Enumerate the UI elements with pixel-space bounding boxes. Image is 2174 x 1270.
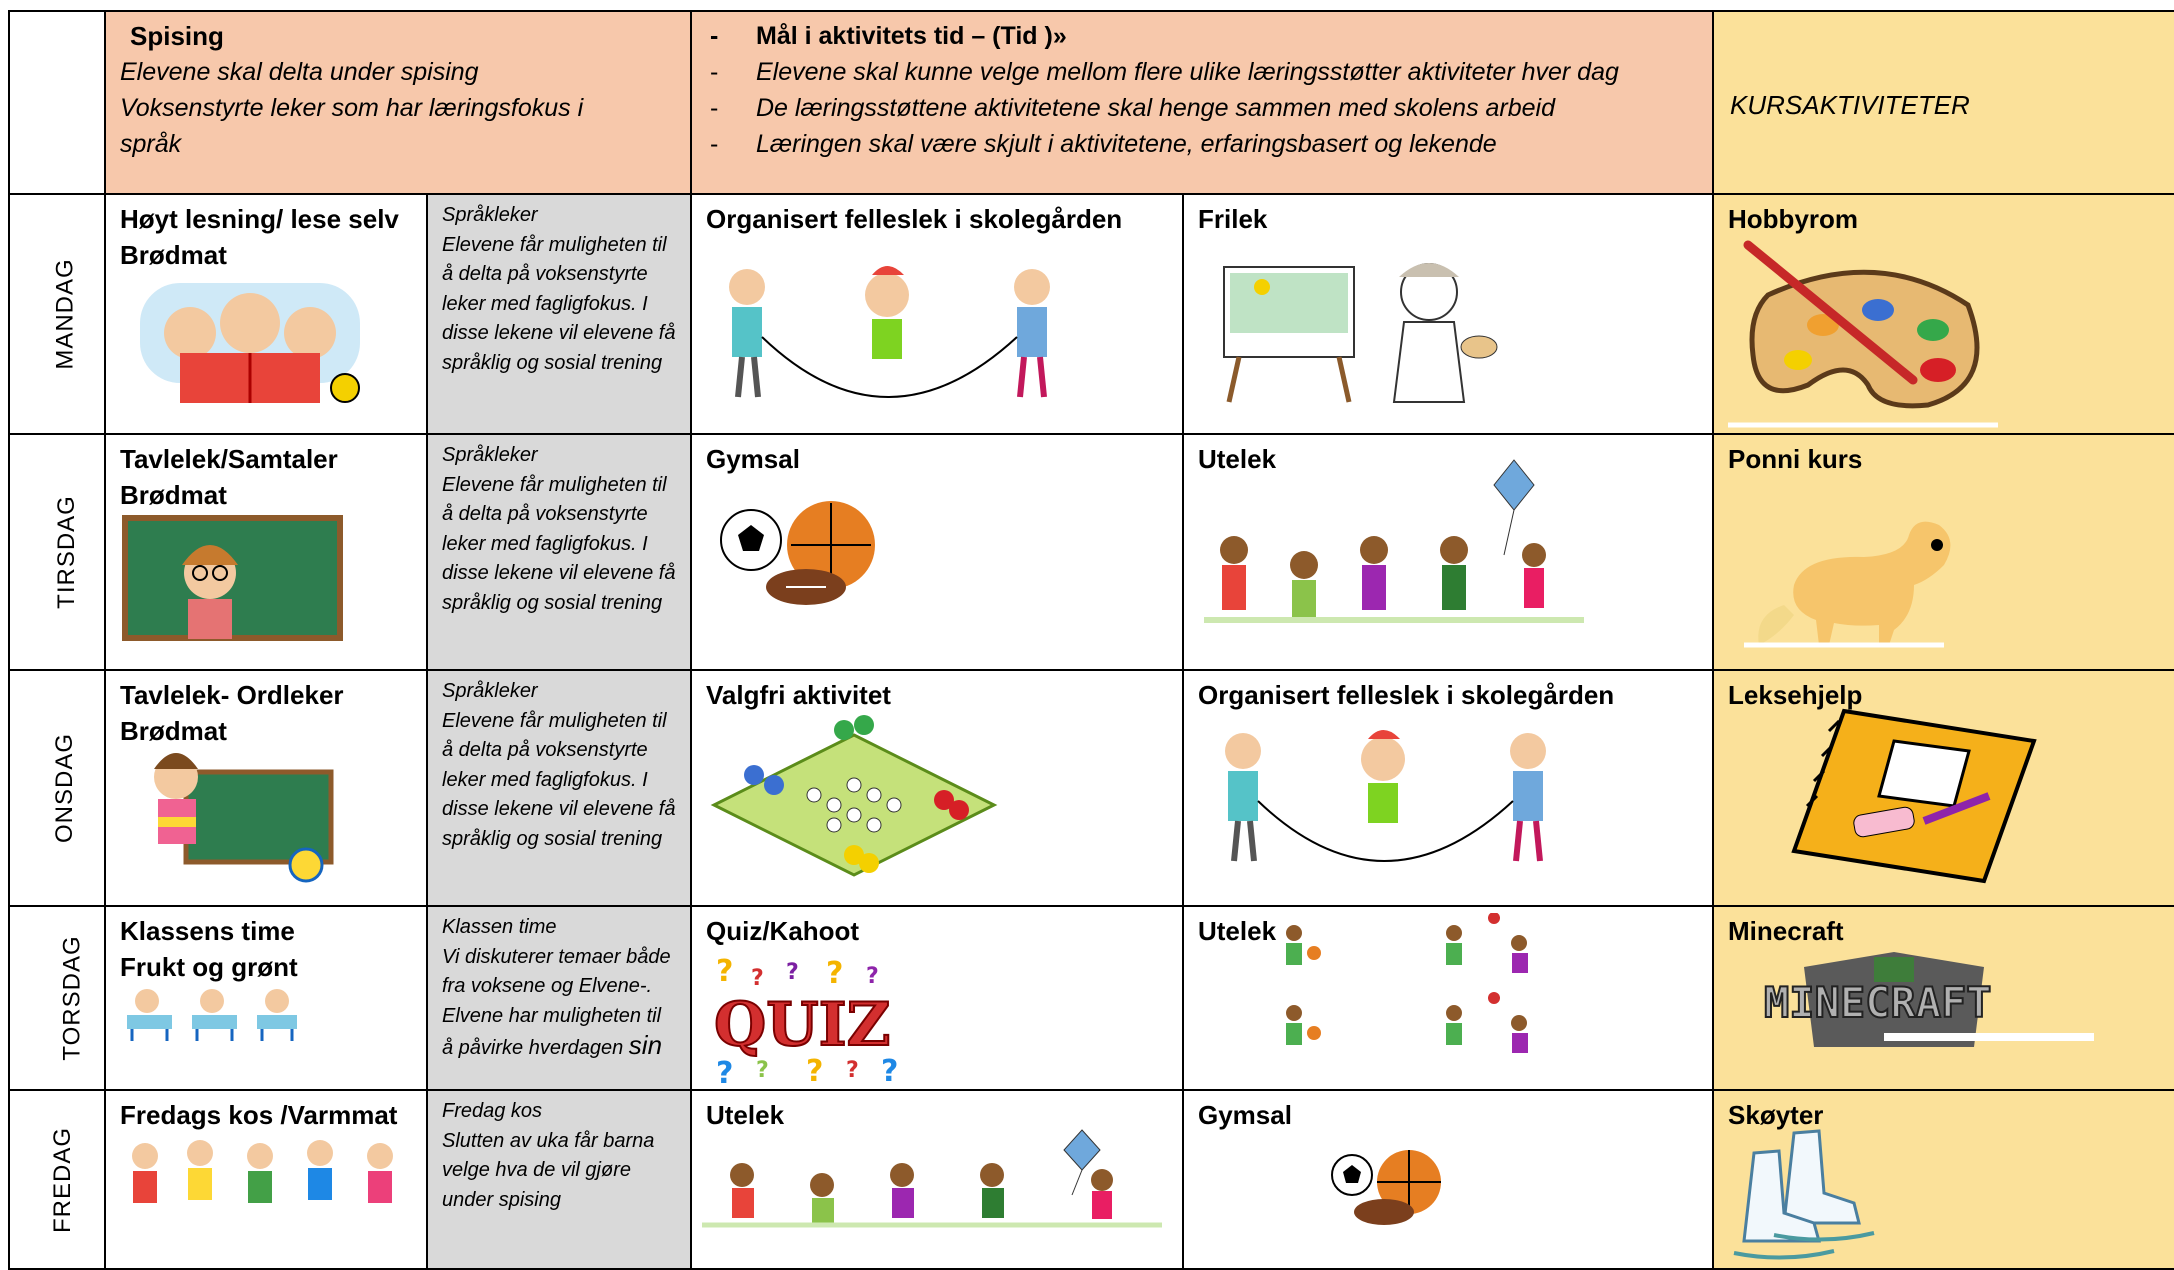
eating-title: Spising [130, 21, 224, 51]
day-row [9, 906, 2174, 1090]
day-label-cell [9, 434, 105, 670]
note-title: Fredag kos [442, 1100, 543, 1122]
meal-cell [105, 906, 427, 1090]
activity-cell [1183, 434, 1713, 670]
course-cell [1713, 1090, 2174, 1269]
svg-text:?: ? [826, 956, 844, 991]
svg-text:?: ? [756, 1058, 769, 1083]
minecraft-logo-image [1744, 947, 2104, 1057]
course-name: Minecraft [1728, 916, 1844, 946]
day-label-cell [9, 906, 105, 1090]
day-row [9, 194, 2174, 434]
course-header: KURSAKTIVITETER [1730, 90, 1970, 120]
svg-text:?: ? [866, 964, 879, 989]
course-cell [1713, 670, 2174, 906]
goals-title: - Mål i aktivitets tid – (Tid )» [706, 18, 1698, 54]
goal-item: - Elevene skal kunne velge mellom flere ulike læringsstøtter aktiviteter hver dag [706, 54, 1698, 90]
meal-type: Frukt og grønt [120, 952, 298, 982]
activity-cell [691, 670, 1183, 906]
pony-image [1744, 495, 1984, 655]
course-name: Ponni kurs [1728, 444, 1863, 474]
meal-type: Brødmat [120, 480, 227, 510]
course-name: Skøyter [1728, 1100, 1824, 1130]
corner-cell [9, 11, 105, 194]
schedule-table [8, 10, 2174, 1270]
notebook-image [1784, 701, 2044, 891]
meal-activity: Høyt lesning/ lese selv [120, 204, 399, 234]
day-row [9, 1090, 2174, 1269]
meal-cell [105, 194, 427, 434]
svg-text:?: ? [751, 966, 764, 991]
eating-line: Voksenstyrte leker som har læringsfokus i språk [120, 94, 584, 158]
meal-activity: Tavlelek/Samtaler [120, 444, 338, 474]
meal-activity: Tavlelek- Ordleker [120, 680, 344, 710]
note-cell [427, 906, 691, 1090]
note-title: Språkleker [442, 204, 538, 226]
eating-goals-cell [105, 11, 691, 194]
activity-name: Utelek [1198, 916, 1277, 946]
activity-cell [1183, 670, 1713, 906]
activity-cell [691, 434, 1183, 670]
day-label: ONSDAG [51, 732, 79, 844]
activity-name: Utelek [1198, 444, 1277, 474]
activity-cell [1183, 1090, 1713, 1269]
svg-text:?: ? [846, 1058, 859, 1083]
goals-list [706, 18, 1698, 162]
sports-balls-image [706, 495, 896, 605]
note-title: Klassen time [442, 916, 557, 938]
meal-cell [105, 1090, 427, 1269]
meal-cell [105, 434, 427, 670]
activity-goals-cell [691, 11, 1713, 194]
jump-rope-image [702, 257, 1082, 407]
jumping-kids-image [120, 1131, 420, 1221]
activity-name: Organisert felleslek i skolegården [1198, 680, 1615, 710]
day-label: FREDAG [49, 1126, 77, 1233]
playing-kids-image [1204, 455, 1594, 635]
activity-cell [1183, 194, 1713, 434]
meal-activity: Klassens time [120, 916, 295, 946]
note-body-text: Vi diskuterer temaer både fra voksene og Elvene-. Elvene har muligheten til å påvirke hverdagen [442, 945, 671, 1059]
activity-name: Valgfri aktivitet [706, 680, 891, 710]
day-label: MANDAG [51, 258, 79, 370]
note-body: Elevene får muligheten til å delta på voksenstyrte leker med fagligfokus. I disse lekene vil elevene få språklig og sosial trening [442, 709, 676, 850]
course-header-cell [1713, 11, 2174, 194]
reading-children-image [120, 273, 382, 413]
activity-cell [691, 1090, 1183, 1269]
sports-balls-image [1324, 1147, 1464, 1227]
ball-games-image [1274, 913, 1594, 1063]
note-cell [427, 434, 691, 670]
course-cell [1713, 434, 2174, 670]
board-game-image [704, 705, 1004, 885]
note-cell [427, 670, 691, 906]
note-body: Elevene får muligheten til å delta på voksenstyrte leker med fagligfokus. I disse lekene vil elevene få språklig og sosial trening [442, 473, 676, 614]
course-name: Hobbyrom [1728, 204, 1859, 234]
svg-text:?: ? [786, 960, 799, 985]
minecraft-logo-text: MINECRAFT [1764, 978, 1992, 1027]
header-row [9, 11, 2174, 194]
meal-type: Brødmat [120, 240, 227, 270]
activity-name: Organisert felleslek i skolegården [706, 204, 1123, 234]
meal-activity: Fredags kos /Varmmat [120, 1100, 398, 1130]
activity-cell [691, 194, 1183, 434]
playing-kids-image [702, 1125, 1172, 1235]
painter-image [1214, 247, 1514, 407]
day-label: TIRSDAG [52, 495, 80, 609]
note-title: Språkleker [442, 444, 538, 466]
note-cell [427, 1090, 691, 1269]
day-label-cell [9, 194, 105, 434]
course-cell [1713, 906, 2174, 1090]
paint-palette-image [1728, 235, 2018, 434]
teacher-board-image [126, 747, 338, 887]
quiz-logo-text: QUIZ [714, 990, 891, 1060]
activity-cell [1183, 906, 1713, 1090]
activity-cell [691, 906, 1183, 1090]
day-row [9, 434, 2174, 670]
day-label-cell [9, 1090, 105, 1269]
note-cell [427, 194, 691, 434]
note-body-tail: sin [628, 1030, 663, 1060]
svg-text:?: ? [716, 954, 734, 989]
meal-cell [105, 670, 427, 906]
note-body: Slutten av uka får barna velge hva de vil gjøre under spising [442, 1129, 655, 1211]
day-label-cell [9, 670, 105, 906]
eating-line: Elevene skal delta under spising [120, 58, 479, 86]
activity-name: Gymsal [706, 444, 800, 474]
note-body: Elevene får muligheten til å delta på voksenstyrte leker med fagligfokus. I disse lekene vil elevene få språklig og sosial trening [442, 233, 676, 374]
jump-rope-image [1198, 721, 1578, 871]
quiz-image [706, 945, 916, 1085]
course-name: Leksehjelp [1728, 680, 1863, 710]
activity-name: Frilek [1198, 204, 1268, 234]
ice-skates-image [1724, 1123, 1894, 1268]
meal-type: Brødmat [120, 716, 227, 746]
goal-item: - Læringen skal være skjult i aktivitetene, erfaringsbasert og lekende [706, 126, 1698, 162]
kids-at-desks-image [122, 983, 302, 1043]
activity-name: Quiz/Kahoot [706, 916, 860, 946]
teacher-chalkboard-image [120, 513, 346, 648]
goal-item: - De læringsstøttene aktivitetene skal henge sammen med skolens arbeid [706, 90, 1698, 126]
svg-text:?: ? [716, 1056, 734, 1085]
course-cell [1713, 194, 2174, 434]
activity-name: Utelek [706, 1100, 785, 1130]
note-title: Språkleker [442, 680, 538, 702]
activity-name: Gymsal [1198, 1100, 1292, 1130]
day-row [9, 670, 2174, 906]
svg-text:?: ? [881, 1054, 899, 1085]
day-label: TORSDAG [58, 935, 86, 1061]
svg-text:?: ? [806, 1054, 824, 1085]
note-body [442, 943, 676, 1064]
